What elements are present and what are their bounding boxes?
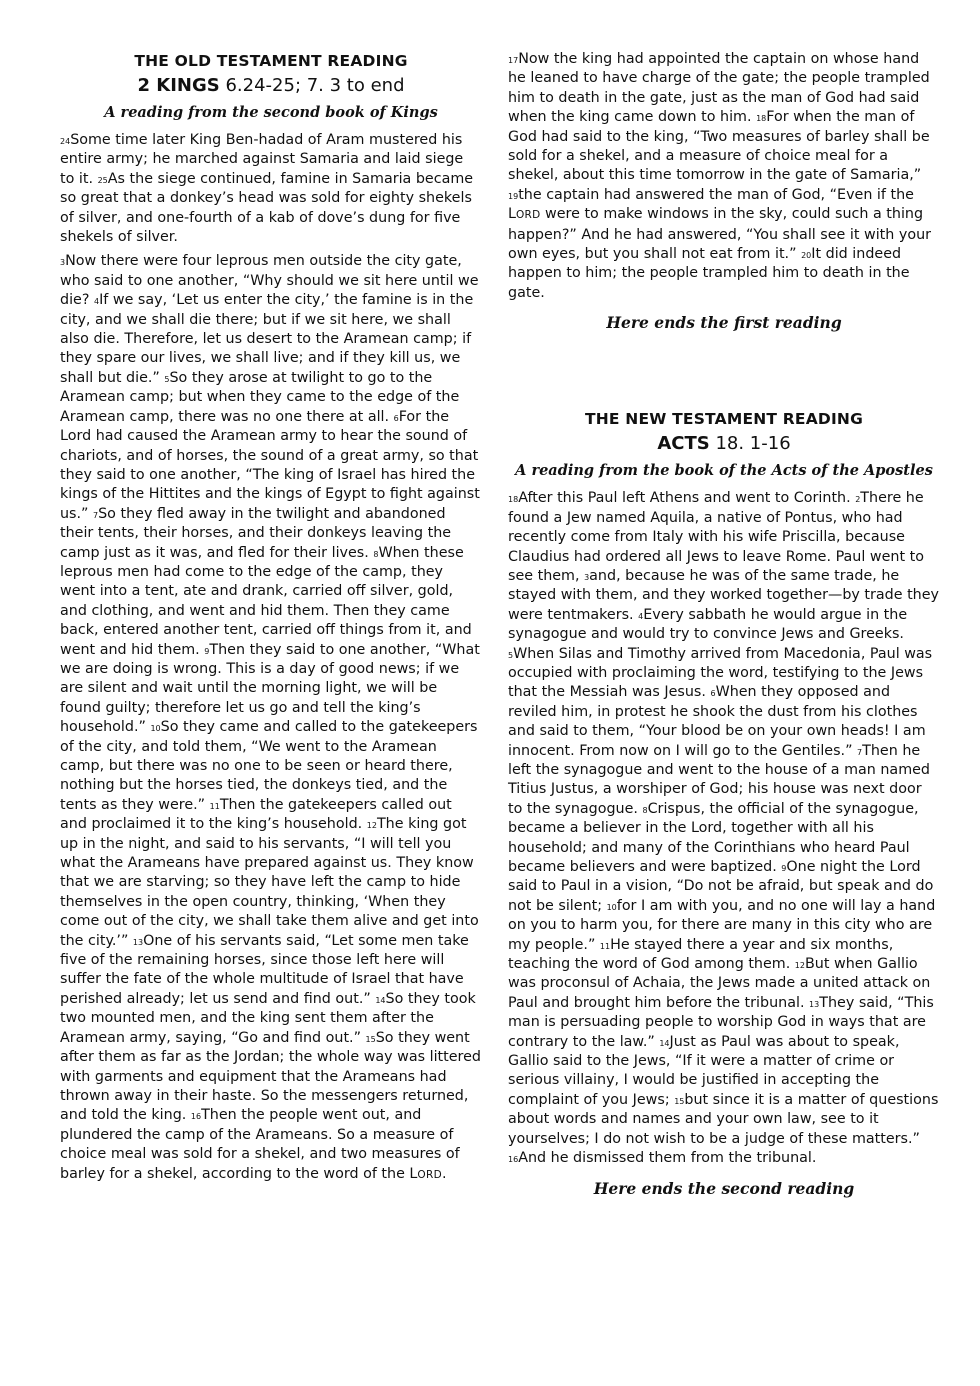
first-reading-paragraph-2 bbox=[60, 252, 482, 1185]
verse-number: 10 bbox=[606, 902, 617, 912]
first-reading-continuation bbox=[508, 50, 940, 303]
verse-text: and, because he was of the same trade, he stayed with them, and they worked together—by trade they were tentmakers. bbox=[508, 567, 939, 623]
verse-text: Every sabbath he would argue in the synagogue and would try to convince Jews and Greeks. bbox=[508, 606, 908, 643]
second-reading-section-title: THE NEW TESTAMENT READING bbox=[584, 410, 864, 429]
verse-number: 5 bbox=[164, 374, 170, 384]
verse-text: Crispus, the official of the synagogue, became a believer in the Lord, together with all his household; and many of the Corinthians who heard Paul became believers and were baptized. bbox=[508, 800, 919, 875]
second-reading-book: ACTS bbox=[657, 433, 710, 455]
verse-number: 13 bbox=[809, 999, 820, 1009]
verse-number: 16 bbox=[190, 1112, 202, 1122]
verse-text: One of his servants said, “Let some men take five of the remaining horses, since those left here will suffer the fate of the whole multitude of Israel that have perished already; let us send and find out.” bbox=[60, 932, 469, 1007]
verse-text: So they went after them as far as the Jordan; the whole way was littered with garments and equipment that the Arameans had thrown away in their haste. So the messengers returned, and told the king. bbox=[60, 1029, 481, 1124]
verse-text: So they fled away in the twilight and abandoned their tents, their horses, and their donkeys leaving the camp just as it was, and fled for their lives. bbox=[60, 505, 452, 561]
verse-text: They said, “This man is persuading people to worship God in ways that are contrary to the law.” bbox=[508, 994, 934, 1050]
verse-number: 3 bbox=[584, 572, 590, 582]
verse-number: 14 bbox=[375, 995, 386, 1005]
verse-text: One night the Lord said to Paul in a vision, “Do not be afraid, but speak and do not be silent; bbox=[508, 859, 934, 914]
verse-number: 12 bbox=[366, 821, 377, 831]
verse-text: So they arose at twilight to go to the Aramean camp; but when they came to the edge of the Aramean camp, there was no one there at all. bbox=[60, 369, 460, 425]
verse-text: Then he left the synagogue and went to the house of a man named Titius Justus, a worshiper of God; his house was next door to the synagogue. bbox=[508, 742, 930, 817]
small-caps-lord: ORD bbox=[417, 1168, 442, 1181]
verse-text: If we say, ‘Let us enter the city,’ the famine is in the city, and we shall die there; but if we sit here, we shall also die. Therefore, let us desert to the Aramean camp; if they spare our lives, we shall live; and if they kill us, we shall but die.” bbox=[60, 292, 474, 386]
verse-number: 15 bbox=[674, 1096, 685, 1106]
second-reading-text bbox=[508, 489, 940, 1168]
left-column bbox=[60, 0, 482, 1185]
verse-number: 15 bbox=[365, 1034, 376, 1044]
verse-number: 10 bbox=[150, 724, 161, 734]
verse-text: When they opposed and reviled him, in protest he shook the dust from his clothes and said to them, “Your blood be on your own heads! I am innocent. From now on I will go to the Gentiles.” bbox=[508, 684, 926, 759]
verse-text: When these leprous men had come to the edge of the camp, they went into a tent, ate and drank, carried off silver, gold, and clothing, and went and hid them. Then they came back, entered another tent, carried off things from it, and went and hid them. bbox=[60, 544, 472, 658]
verse-number: 4 bbox=[93, 297, 100, 307]
verse-text: And he dismissed them from the tribunal. bbox=[518, 1150, 817, 1167]
second-reading-paragraph-1 bbox=[508, 489, 940, 1168]
first-reading-paragraph-1 bbox=[60, 131, 482, 247]
verse-number: 17 bbox=[508, 56, 519, 65]
second-reading-ref: 18. 1-16 bbox=[715, 433, 791, 455]
verse-number: 2 bbox=[855, 495, 861, 505]
verse-number: 8 bbox=[642, 805, 648, 815]
verse-text: For the Lord had caused the Aramean army to hear the sound of chariots, and of horses, the sound of a great army, so that they said to one another, “The king of Israel has hired the kings of the Hittites and the kings of Egypt to fight against us.” bbox=[60, 408, 480, 522]
verse-text: Now there were four leprous men outside the city gate, who said to one another, “Why should we sit here until we die? bbox=[60, 253, 479, 309]
verse-number: 6 bbox=[393, 413, 399, 423]
verse-number: 25 bbox=[97, 175, 108, 185]
first-reading-ending: Here ends the first reading bbox=[606, 313, 842, 333]
small-caps-lord: ORD bbox=[515, 209, 541, 222]
verse-text: Then the gatekeepers called out and proclaimed it to the king’s household. bbox=[60, 796, 452, 833]
verse-number: 19 bbox=[508, 191, 519, 201]
right-column bbox=[508, 0, 940, 1198]
verse-number: 11 bbox=[209, 801, 220, 811]
verse-text: Now the king had appointed the captain on whose hand he leaned to have charge of the gate; the people trampled him to death in the gate, just as the man of God had said when the king came down to him. bbox=[508, 51, 930, 126]
first-reading-reference bbox=[60, 75, 482, 96]
verse-number: 7 bbox=[93, 510, 99, 520]
verse-text: As the siege continued, famine in Samaria became so great that a donkey’s head was sold for eighty shekels of silver, and one-fourth of a kab of dove’s dung for five shekels of silver. bbox=[60, 170, 474, 246]
verse-text: He stayed there a year and six months, teaching the word of God among them. bbox=[508, 936, 894, 973]
verse-text: There he found a Jew named Aquila, a native of Pontus, who had recently come from Italy with his wife Priscilla, because Claudius had ordered all Jews to leave Rome. Paul went to see them, bbox=[508, 490, 924, 584]
verse-text: After this Paul left Athens and went to Corinth. bbox=[518, 490, 856, 507]
verse-number: 11 bbox=[599, 941, 611, 951]
verse-text: It did indeed happen to him; the people trampled him to death in the gate. bbox=[508, 246, 910, 301]
second-reading-reference bbox=[508, 433, 940, 454]
verse-number: 12 bbox=[794, 961, 805, 971]
verse-number: 8 bbox=[373, 549, 379, 559]
verse-number: 5 bbox=[508, 650, 514, 660]
verse-number: 9 bbox=[781, 864, 787, 873]
verse-number: 7 bbox=[857, 747, 863, 757]
second-reading-intro: A reading from the book of the Acts of the Apostles bbox=[515, 462, 933, 480]
verse-number: 18 bbox=[756, 114, 767, 124]
first-reading-book: 2 KINGS bbox=[137, 75, 220, 96]
verse-text: For when the man of God had said to the king, “Two measures of barley shall be sold for a shekel, and a measure of choice meal for a shekel, about this time tomorrow in the gate of Samaria,” bbox=[508, 109, 930, 184]
first-reading-text bbox=[60, 131, 482, 1185]
verse-number: 20 bbox=[801, 251, 812, 261]
verse-number: 24 bbox=[60, 137, 71, 146]
verse-text: Some time later King Ben-hadad of Aram mustered his entire army; he marched against Samaria and laid siege to it. bbox=[60, 132, 464, 187]
verse-text: Then they said to one another, “What we are doing is wrong. This is a day of good news; if we are silent and wait until the morning light, we will be found guilty; therefore let us go and tell the king’s household.” bbox=[60, 641, 480, 736]
verse-text: for I am with you, and no one will lay a hand on you to harm you, for there are many in this city who are my people.” bbox=[508, 897, 936, 953]
verse-text: The king got up in the night, and said to his servants, “I will tell you what the Arameans have prepared against us. They know that we are starving; so they have left the camp to hide themselves in the open country, thinking, ‘When they come out of the city, we shall take them alive and get into the city.’” bbox=[60, 816, 479, 949]
verse-text: Just as Paul was about to speak, Gallio said to the Jews, “If it were a matter of crime or serious villainy, I would be justified in accepting the complaint of you Jews; bbox=[508, 1033, 900, 1108]
second-reading-ending: Here ends the second reading bbox=[593, 1178, 855, 1198]
verse-text: So they took two mounted men, and the king sent them after the Aramean army, saying, “Go and find out.” bbox=[60, 990, 476, 1046]
verse-text: So they came and called to the gatekeepers of the city, and told them, “We went to the Aramean camp, but there was no one to be seen or heard there, nothing but the horses tied, the donkeys tied, and the tents as they were.” bbox=[60, 719, 478, 813]
verse-number: 3 bbox=[60, 258, 66, 268]
verse-number: 14 bbox=[659, 1038, 670, 1048]
verse-number: 9 bbox=[204, 646, 210, 656]
verse-number: 6 bbox=[710, 689, 716, 699]
verse-text: the captain had answered the man of God, “Even if the LORD were to make windows in the sky, could such a thing happen?” And he had answered, “You shall see it with your own eyes, but you shall not eat from it.” bbox=[508, 186, 932, 263]
verse-number: 18 bbox=[508, 495, 519, 505]
first-reading-intro: A reading from the second book of Kings bbox=[104, 104, 438, 121]
verse-text: When Silas and Timothy arrived from Macedonia, Paul was occupied with proclaiming the word, testifying to the Jews that the Messiah was Jesus. bbox=[508, 645, 933, 701]
verse-text: but since it is a matter of questions about words and names and your own law, see to it yourselves; I do not wish to be a judge of these matters.” bbox=[508, 1091, 939, 1147]
verse-number: 16 bbox=[508, 1155, 519, 1165]
verse-text: But when Gallio was proconsul of Achaia, the Jews made a united attack on Paul and brought him before the tribunal. bbox=[508, 956, 931, 1011]
verse-number: 4 bbox=[638, 611, 644, 621]
first-reading-ref: 6.24-25; 7. 3 to end bbox=[225, 75, 405, 96]
verse-text: Then the people went out, and plundered the camp of the Arameans. So a measure of choice meal was sold for a shekel, and two measures of barley for a shekel, according to the word of the LORD. bbox=[60, 1107, 460, 1182]
first-reading-section-title: THE OLD TESTAMENT READING bbox=[134, 52, 408, 70]
verse-number: 13 bbox=[132, 937, 144, 947]
